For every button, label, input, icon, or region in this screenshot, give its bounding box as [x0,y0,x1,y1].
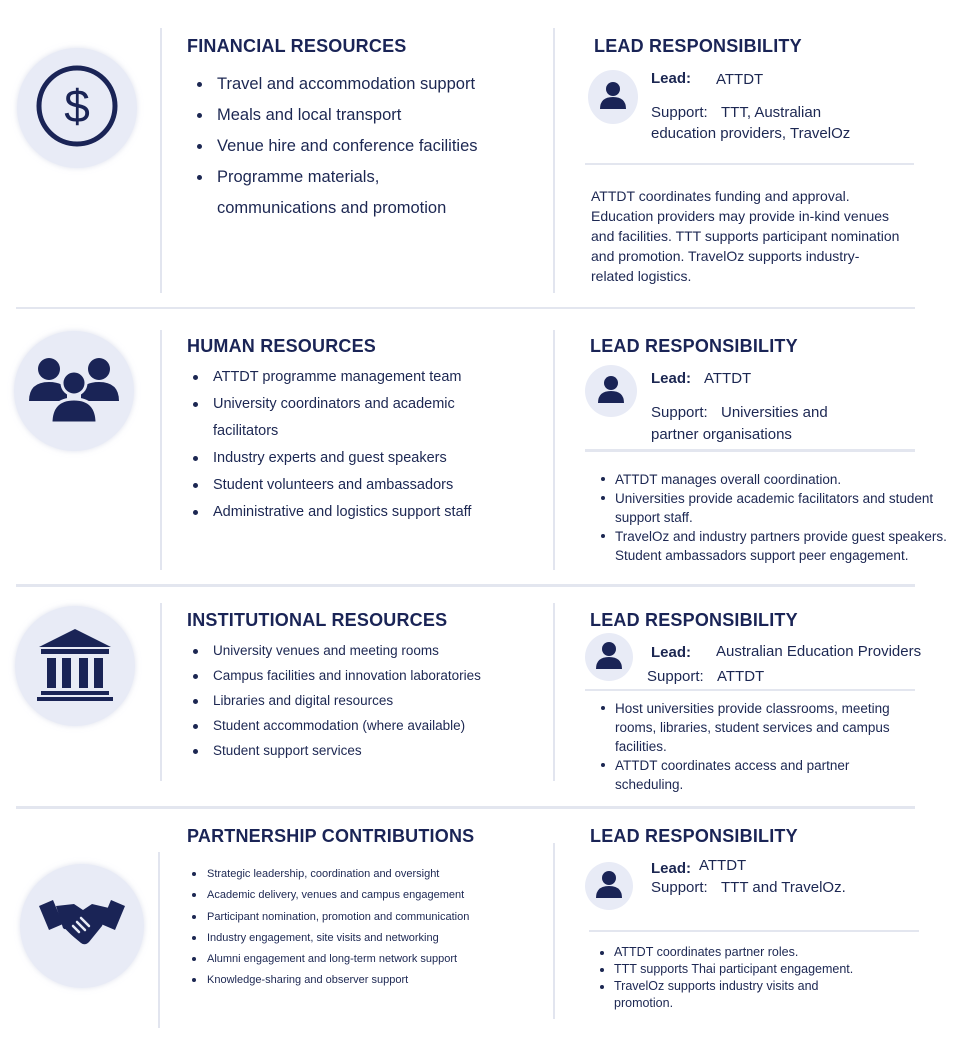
avatar [585,365,637,417]
financial-description: ATTDT coordinates funding and approval. Education providers may provide in-kind venues and facilities. TTT supports participant nomination and promotion. TravelOz supports industry-related logistics. [591,188,900,284]
institutional-icon-circle [15,606,135,726]
list-item: Academic delivery, venues and campus engagement [187,887,547,908]
list-item: Host universities provide classrooms, meeting rooms, libraries, student services and campus facilities. [590,699,890,756]
svg-text:$: $ [64,79,90,132]
list-item: Libraries and digital resources [183,691,543,716]
avatar [585,862,633,910]
lead-responsibility-heading: LEAD RESPONSIBILITY [590,826,798,846]
support-label: Support: [651,104,708,121]
list-item: Student volunteers and ambassadors [183,472,543,499]
support-label: Support: [651,404,708,421]
human-list [183,364,543,526]
institution-building-icon [37,627,113,706]
institutional-heading: INSTITUTIONAL RESOURCES [187,610,448,630]
dollar-icon [35,64,119,153]
financial-icon-circle [17,48,137,168]
list-item: Student support services [183,741,543,766]
list-item: Programme materials, [187,166,547,197]
person-icon [595,640,623,675]
divider-vertical [553,28,555,293]
divider-vertical [160,603,162,781]
list-item: Campus facilities and innovation laboratories [183,666,543,691]
partnership-responsibility-list [589,944,879,1012]
support-value-cont: education providers, TravelOz [651,125,851,142]
list-item: Universities provide academic facilitators and student support staff. [590,489,975,527]
lead-label: Lead: [651,370,692,387]
divider-vertical [160,28,162,293]
partnership-list [187,866,547,994]
people-group-icon [29,355,119,428]
lead-value: ATTDT [704,370,752,387]
human-responsibility-list [590,470,975,565]
human-heading: HUMAN RESOURCES [187,336,377,356]
list-item: Alumni engagement and long-term network support [187,951,547,972]
institutional-list [183,641,543,766]
lead-responsibility-heading: LEAD RESPONSIBILITY [594,36,802,56]
divider-vertical [553,330,555,570]
person-icon [597,374,625,409]
lead-value: ATTDT [716,71,764,88]
list-item: Venue hire and conference facilities [187,135,547,166]
human-icon-circle [14,331,134,451]
list-item: University coordinators and academic [183,391,543,418]
financial-list [187,73,547,228]
divider-vertical [553,843,555,1019]
lead-responsibility-heading: LEAD RESPONSIBILITY [590,336,798,356]
list-item: Industry experts and guest speakers [183,445,543,472]
avatar [585,633,633,681]
list-item: University venues and meeting rooms [183,641,543,666]
support-label: Support: [647,668,704,685]
list-item: ATTDT manages overall coordination. [590,470,975,489]
partnership-icon-circle [20,864,144,988]
partnership-heading: PARTNERSHIP CONTRIBUTIONS [187,826,475,846]
list-item: Student accommodation (where available) [183,716,543,741]
list-item: ATTDT programme management team [183,364,543,391]
section-divider [16,806,915,809]
institutional-responsibility-list [590,699,890,794]
person-icon [599,80,627,115]
lead-responsibility-heading: LEAD RESPONSIBILITY [590,610,798,630]
divider-horizontal [589,930,919,932]
lead-value: Australian Education Providers [716,643,922,660]
support-label: Support: [651,879,708,896]
support-value: TTT, Australian [721,104,822,121]
list-item: Travel and accommodation support [187,73,547,104]
list-item: ATTDT coordinates access and partner scheduling. [590,756,890,794]
list-item: ATTDT coordinates partner roles. [589,944,879,961]
list-item: TravelOz supports industry visits and promotion. [589,978,879,1012]
divider-horizontal [585,163,914,165]
support-value-cont: partner organisations [651,426,792,443]
lead-label: Lead: [651,70,692,87]
divider-vertical [158,852,160,1028]
divider-horizontal [585,689,915,691]
list-item: TravelOz and industry partners provide guest speakers. Student ambassadors support peer engagement. [590,527,975,565]
list-item: Strategic leadership, coordination and oversight [187,866,547,887]
lead-value: ATTDT [699,857,747,874]
support-value: ATTDT [717,668,765,685]
list-item: Administrative and logistics support staff [183,499,543,526]
divider-horizontal [585,449,915,452]
list-item: Meals and local transport [187,104,547,135]
support-value: Universities and [721,404,828,421]
financial-heading: FINANCIAL RESOURCES [187,36,407,56]
section-divider [16,584,915,587]
list-item-continuation: facilitators [213,423,279,439]
lead-label: Lead: [651,644,692,661]
person-icon [595,869,623,904]
list-item: Industry engagement, site visits and networking [187,930,547,951]
list-item: Knowledge-sharing and observer support [187,972,547,993]
section-divider [16,307,915,309]
handshake-icon [39,898,125,955]
lead-label: Lead: [651,860,692,877]
avatar [588,70,638,124]
list-item: Participant nomination, promotion and communication [187,909,547,930]
support-value: TTT and TravelOz. [721,879,846,896]
list-item-continuation: communications and promotion [217,199,447,217]
divider-vertical [160,330,162,570]
list-item: TTT supports Thai participant engagement. [589,961,879,978]
divider-vertical [553,603,555,781]
